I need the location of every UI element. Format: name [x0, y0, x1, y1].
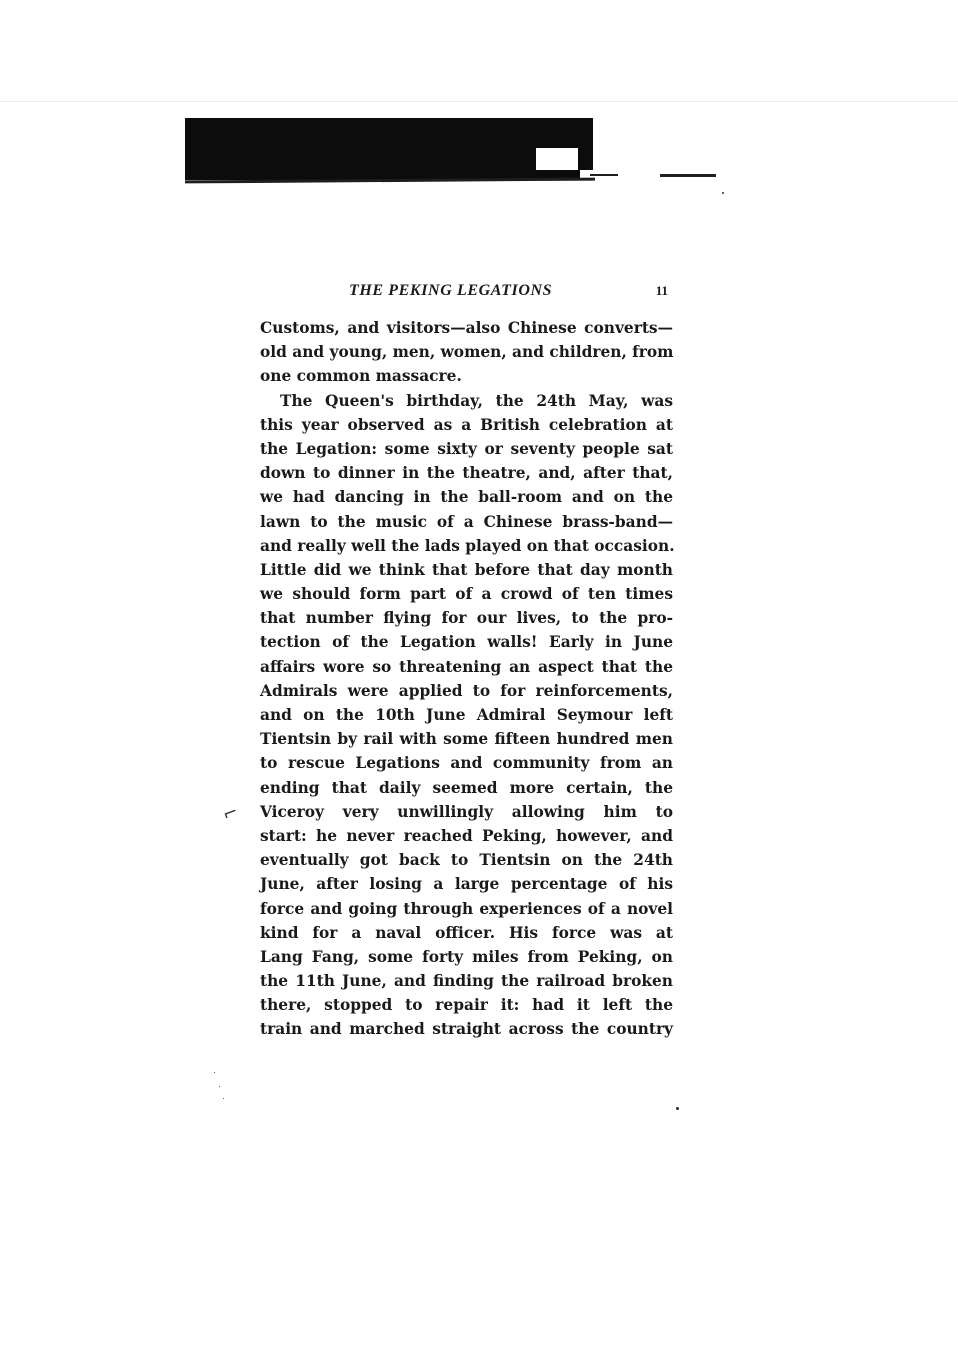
text-line: that number flying for our lives, to the pro- — [260, 609, 673, 628]
text-line: down to dinner in the theatre, and, after that, — [260, 464, 673, 483]
text-line: and on the 10th June Admiral Seymour left — [260, 706, 673, 724]
scan-page-edge — [0, 101, 958, 102]
text-line: tection of the Legation walls! Early in June — [260, 633, 673, 652]
text-line: the Legation: some sixty or seventy people sat — [260, 439, 673, 458]
text-line: The Queen's birthday, the 24th May, was — [280, 391, 673, 410]
running-head — [262, 282, 672, 304]
text-line: eventually got back to Tientsin on the 24th — [260, 851, 673, 870]
text-line: kind for a naval officer. His force was at — [260, 923, 673, 942]
text-line: affairs wore so threatening an aspect that the — [260, 657, 673, 676]
text-line: Lang Fang, some forty miles from Peking, on — [260, 947, 673, 966]
text-line: we had dancing in the ball-room and on the — [260, 488, 673, 507]
text-line: Tientsin by rail with some fifteen hundred men — [260, 730, 673, 749]
text-line: old and young, men, women, and children, from — [260, 343, 674, 362]
text-line: there, stopped to repair it: had it left the — [260, 996, 673, 1015]
text-line: and really well the lads played on that occasion. — [260, 536, 675, 555]
text-line: ending that daily seemed more certain, the — [260, 778, 673, 797]
scan-speck — [722, 192, 724, 194]
text-line: force and going through experiences of a novel — [260, 899, 673, 918]
scan-speck — [223, 1098, 224, 1099]
text-line: Customs, and visitors—also Chinese converts— — [260, 319, 673, 337]
margin-pencil-mark: ⌐ — [219, 801, 242, 826]
text-line: this year observed as a British celebration at — [260, 415, 673, 434]
page-number: 11 — [655, 283, 668, 298]
page-body-text — [260, 316, 673, 1042]
scan-speck — [219, 1086, 220, 1087]
text-line: train and marched straight across the country — [260, 1020, 673, 1039]
text-line: Viceroy very unwillingly allowing him to — [260, 802, 673, 821]
text-line: one common massacre. — [260, 367, 462, 386]
text-line: lawn to the music of a Chinese brass-band— — [260, 512, 673, 531]
text-line: to rescue Legations and community from an — [260, 754, 673, 773]
text-line: Little did we think that before that day month — [260, 560, 673, 579]
text-line: we should form part of a crowd of ten times — [260, 585, 673, 604]
text-line: Admirals were applied to for reinforcements, — [260, 681, 673, 700]
text-line: the 11th June, and finding the railroad broken — [260, 972, 673, 991]
scan-speck — [214, 1072, 215, 1073]
text-line: start: he never reached Peking, however, and — [260, 826, 673, 845]
running-head-title: THE PEKING LEGATIONS — [349, 282, 553, 299]
scan-speck — [676, 1107, 679, 1110]
text-line: June, after losing a large percentage of his — [260, 875, 673, 894]
